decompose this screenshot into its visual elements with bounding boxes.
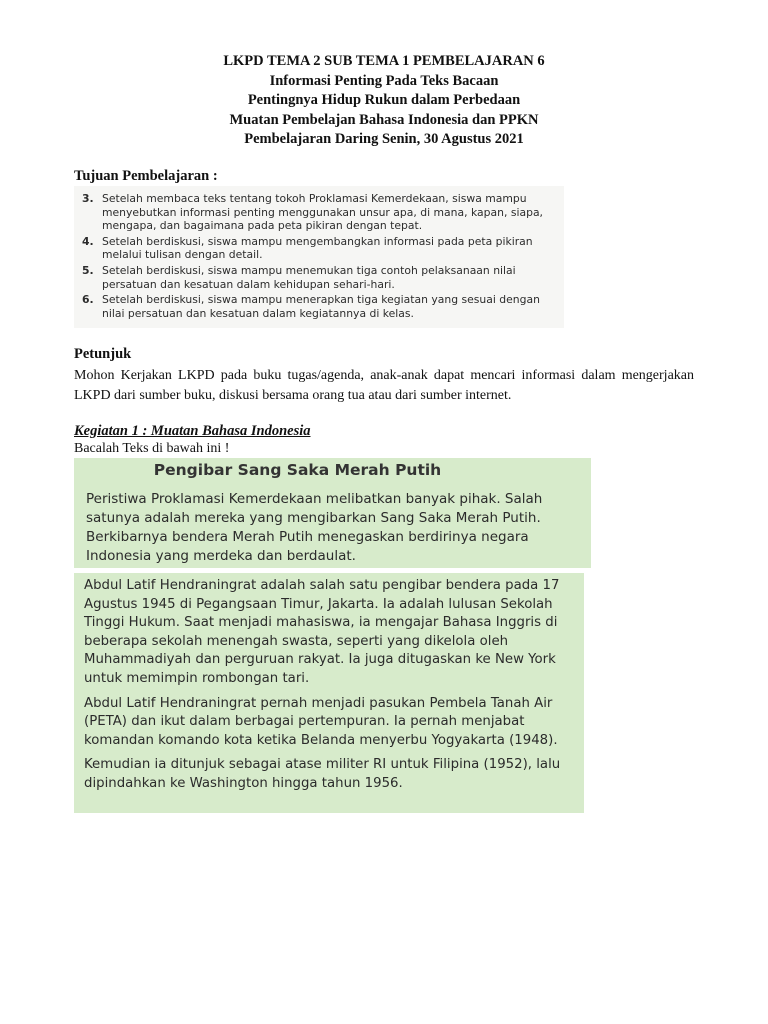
reading-paragraph-2: Abdul Latif Hendraningrat pernah menjadi pasukan Pembela Tanah Air (PETA) dan ikut dalam berbagai pertempuran. Ia pernah menjabat komandan komando kota ketika Belanda menyerbu Yogyakarta (1948). [84, 695, 558, 748]
reading-paragraph-3: Kemudian ia ditunjuk sebagai atase militer RI untuk Filipina (1952), lalu dipindahkan ke Washington hingga tahun 1956. [84, 757, 561, 791]
goal-number: 4. [82, 234, 94, 248]
goal-text: Setelah berdiskusi, siswa mampu menerapkan tiga kegiatan yang sesuai dengan nilai persatuan dan kesatuan dalam kegiatannya di kelas. [102, 293, 540, 320]
goal-number: 6. [82, 293, 94, 307]
header-line-5: Pembelajaran Daring Senin, 30 Agustus 2021 [244, 131, 524, 147]
reading-body-box [74, 573, 584, 813]
header-line-4: Muatan Pembelajan Bahasa Indonesia dan PPKN [229, 111, 539, 128]
reading-instruction: Bacalah Teks di bawah ini ! [74, 441, 230, 456]
header-line-2: Informasi Penting Pada Teks Bacaan [269, 72, 499, 89]
petunjuk-text: Mohon Kerjakan LKPD pada buku tugas/agenda, anak-anak dapat mencari informasi dalam mengerjakan LKPD dari sumber buku, diskusi bersama orang tua atau dari sumber internet. [74, 368, 694, 403]
reading-paragraph-1: Abdul Latif Hendraningrat adalah salah satu pengibar bendera pada 17 Agustus 1945 di Pegangsaan Timur, Jakarta. Ia adalah lulusan Sekolah Tinggi Hukum. Saat menjadi mahasiswa, ia mengajar Bahasa Inggris di beberapa sekolah menengah swasta, seperti yang dikelola oleh Muhammadiyah dan perguruan rakyat. Ia juga ditugaskan ke New York untuk memimpin rombongan tari. [84, 578, 560, 686]
goal-item [82, 264, 558, 291]
goal-item [82, 192, 558, 233]
petunjuk-label: Petunjuk [74, 346, 132, 362]
goal-item [82, 235, 558, 262]
goal-number: 5. [82, 263, 94, 277]
goal-text: Setelah berdiskusi, siswa mampu menemukan tiga contoh pelaksanaan nilai persatuan dan kesatuan dalam kehidupan sehari-hari. [102, 263, 516, 291]
reading-intro-paragraph: Peristiwa Proklamasi Kemerdekaan melibatkan banyak pihak. Salah satunya adalah mereka yang mengibarkan Sang Saka Merah Putih. Berkibarnya bendera Merah Putih menegaskan berdirinya negara Indonesia yang merdeka dan berdaulat. [86, 491, 543, 564]
document-header [0, 52, 768, 150]
goal-text: Setelah membaca teks tentang tokoh Proklamasi Kemerdekaan, siswa mampu menyebutkan informasi penting menggunakan unsur apa, di mana, kapan, siapa, mengapa, dan bagaimana pada peta pikiran dengan tepat. [102, 192, 543, 233]
goal-text: Setelah berdiskusi, siswa mampu mengembangkan informasi pada peta pikiran melalui tulisan dengan detail. [102, 234, 533, 262]
header-line-1: LKPD TEMA 2 SUB TEMA 1 PEMBELAJARAN 6 [223, 53, 545, 69]
learning-goals-list [74, 186, 564, 328]
kegiatan-title: Kegiatan 1 : Muatan Bahasa Indonesia [74, 423, 311, 439]
reading-intro-box [74, 458, 591, 568]
goal-number: 3. [82, 192, 94, 205]
reading-title: Pengibar Sang Saka Merah Putih [153, 461, 442, 479]
goal-item [82, 293, 558, 320]
tujuan-label: Tujuan Pembelajaran : [74, 168, 218, 184]
header-line-3: Pentingnya Hidup Rukun dalam Perbedaan [247, 92, 521, 108]
